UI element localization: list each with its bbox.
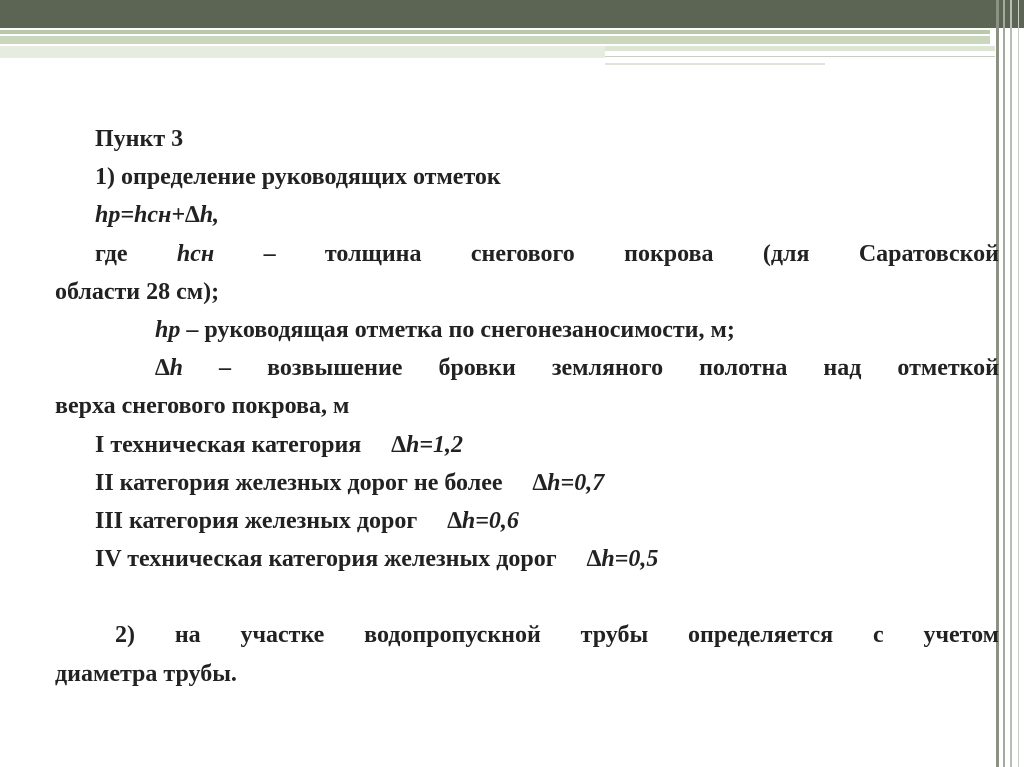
category-4-value: ∆h=0,5 <box>586 546 659 573</box>
item-1: 1) определение руководящих отметок <box>95 164 501 191</box>
formula-text: hр=hсн+∆h, <box>95 202 220 229</box>
dh-definition: ∆h – возвышение бровки земляного полотна над отметкой <box>155 355 999 382</box>
dh-symbol: ∆h <box>155 355 184 382</box>
category-3-value: ∆h=0,6 <box>447 508 519 535</box>
category-1-value: ∆h=1,2 <box>391 431 464 458</box>
category-2: II категория железных дорог не более ∆h=0,7 <box>95 469 605 496</box>
right-decor-line <box>1010 0 1012 767</box>
hsn-symbol: hсн <box>176 240 215 267</box>
formula <box>55 196 999 234</box>
category-3: III категория железных дорог ∆h=0,6 <box>95 508 519 535</box>
section-heading: Пункт 3 <box>95 126 184 152</box>
right-decor-line <box>1018 0 1019 767</box>
right-decor-line <box>1003 0 1005 767</box>
hsn-definition: где hсн – толщина снегового покрова (для Саратовской <box>95 240 1000 267</box>
hr-definition: hр – руководящая отметка по снегонезаносимости, м; <box>155 317 735 344</box>
decor-band <box>605 46 995 51</box>
spacer <box>55 578 999 616</box>
top-decor-bar <box>0 0 1024 28</box>
dh-definition-cont: верха снегового покрова, м <box>55 393 350 420</box>
category-2-value: ∆h=0,7 <box>532 469 605 496</box>
item-2: 2) на участке водопропускной трубы определяется с учетом <box>115 622 999 649</box>
decor-band <box>0 36 990 44</box>
hr-symbol: hр <box>155 317 181 344</box>
decor-band <box>0 46 605 58</box>
category-1: I техническая категория ∆h=1,2 <box>95 431 464 458</box>
slide-body <box>55 120 999 693</box>
decor-line <box>605 56 995 57</box>
category-4: IV техническая категория железных дорог ∆h=0,5 <box>95 546 659 573</box>
item-2-cont: диаметра трубы. <box>55 660 237 687</box>
decor-line <box>605 63 825 65</box>
hsn-definition-cont: области 28 см); <box>55 278 220 305</box>
decor-band <box>0 30 990 34</box>
